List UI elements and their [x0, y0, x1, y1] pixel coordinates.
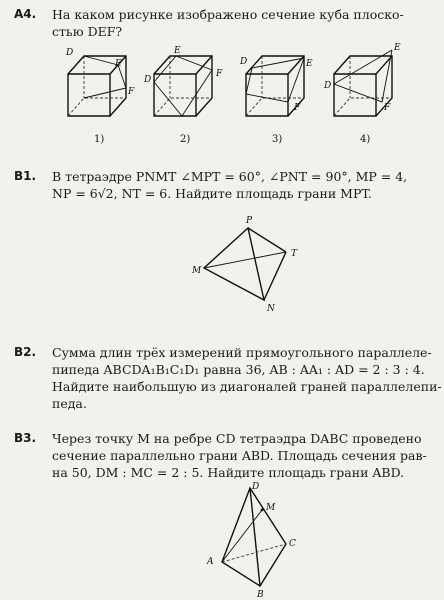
vertex-label-a: A	[207, 557, 214, 567]
problem-text-line: На каком рисунке изображено сечение куба плоско-	[52, 7, 404, 22]
tetrahedron-pnmt	[190, 212, 320, 322]
vertex-label: D	[324, 81, 332, 91]
problem-number: B3.	[14, 431, 37, 445]
vertex-label-m: M	[192, 266, 202, 276]
vertex-label-p: P	[246, 216, 253, 226]
vertex-label: F	[216, 69, 223, 79]
problem-text-line: Сумма длин трёх измерений прямоугольного параллеле-	[52, 345, 432, 360]
vertex-label: D	[144, 75, 152, 85]
tetrahedron-dabc	[200, 480, 310, 598]
cube-figure-2	[146, 44, 226, 144]
vertex-label: F	[294, 103, 301, 113]
problem-text-line: стью DEF?	[52, 24, 123, 39]
vertex-label: E	[174, 46, 181, 56]
problem-number: B1.	[14, 169, 37, 183]
problem-text-line: на 50, DM : MC = 2 : 5. Найдите площадь грани ABD.	[52, 465, 405, 480]
problem-number: A4.	[14, 7, 37, 21]
vertex-label-b: B	[257, 590, 264, 600]
vertex-label: E	[394, 43, 401, 53]
vertex-label: E	[115, 59, 122, 69]
problem-b1	[14, 168, 412, 202]
problem-text-line: В тетраэдре PNMT ∠MPT = 60°, ∠PNT = 90°, MP = 4,	[52, 169, 408, 184]
figure-caption: 4)	[360, 134, 371, 145]
figure-caption: 1)	[94, 134, 105, 145]
cube-figure-4	[326, 44, 406, 144]
problem-text-line: сечение параллельно грани ABD. Площадь сечения рав-	[52, 448, 427, 463]
problem-b2	[14, 344, 442, 412]
problem-text-line: педа.	[52, 396, 87, 411]
vertex-label: F	[384, 103, 391, 113]
cube-figure-3	[238, 44, 318, 144]
problem-text-line: пипеда ABCDA₁B₁C₁D₁ равна 36, AB : AA₁ : AD = 2 : 3 : 4.	[52, 362, 425, 377]
vertex-label-m: M	[266, 503, 276, 513]
vertex-label: E	[306, 59, 313, 69]
problem-b3	[14, 430, 427, 481]
vertex-label: D	[66, 48, 74, 58]
problem-number: B2.	[14, 345, 37, 359]
problem-text-line: Найдите наибольшую из диагоналей граней параллелепи-	[52, 379, 442, 394]
problem-text-line: Через точку M на ребре CD тетраэдра DABC проведено	[52, 431, 422, 446]
vertex-label: F	[128, 87, 135, 97]
vertex-label-c: C	[289, 539, 296, 549]
figure-caption: 3)	[272, 134, 283, 145]
vertex-label: D	[240, 57, 248, 67]
vertex-label-n: N	[267, 304, 275, 314]
problem-a4	[14, 6, 412, 40]
vertex-label-t: T	[291, 249, 298, 259]
cube-figure-1	[60, 44, 140, 144]
figure-caption: 2)	[180, 134, 191, 145]
vertex-label-d: D	[252, 482, 260, 492]
problem-text-line: NP = 6√2, NT = 6. Найдите площадь грани MPT.	[52, 186, 372, 201]
